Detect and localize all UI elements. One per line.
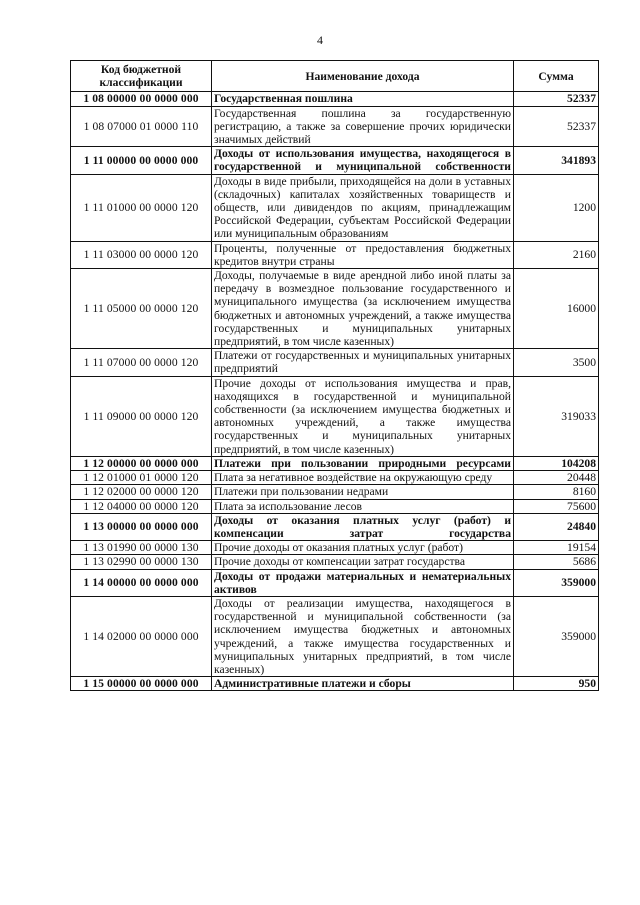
name-cell: Административные платежи и сборы (212, 677, 514, 691)
revenue-table (70, 60, 599, 691)
name-cell: Доходы от использования имущества, находящегося в государственной и муниципальной собственности (212, 147, 514, 174)
code-cell: 1 12 04000 00 0000 120 (71, 499, 212, 513)
page-number: 4 (317, 33, 323, 47)
name-cell: Плата за негативное воздействие на окружающую среду (212, 471, 514, 485)
table-row (71, 471, 599, 485)
name-cell: Государственная пошлина за государственную регистрацию, а также за совершение прочих юридически значимых действий (212, 106, 514, 147)
code-cell: 1 15 00000 00 0000 000 (71, 677, 212, 691)
code-cell: 1 11 00000 00 0000 000 (71, 147, 212, 174)
sum-cell: 2160 (514, 241, 599, 268)
sum-cell: 104208 (514, 456, 599, 470)
name-cell: Проценты, полученные от предоставления бюджетных кредитов внутри страны (212, 241, 514, 268)
table-header-row (71, 61, 599, 92)
sum-cell: 341893 (514, 147, 599, 174)
sum-cell: 52337 (514, 106, 599, 147)
table-row-section (71, 513, 599, 540)
table-row (71, 376, 599, 456)
name-cell: Доходы, получаемые в виде арендной либо иной платы за передачу в возмездное пользование государственного и муниципального имущества (за исключением имущества бюджетных и автономных учреждений, а также имущества государственных и муниципальных унитарных предприятий, в том числе казенных) (212, 269, 514, 349)
table-row-section (71, 677, 599, 691)
table-row (71, 555, 599, 569)
sum-cell: 16000 (514, 269, 599, 349)
table-row-section (71, 147, 599, 174)
code-cell: 1 11 07000 00 0000 120 (71, 349, 212, 376)
name-cell: Прочие доходы от компенсации затрат государства (212, 555, 514, 569)
table-row (71, 541, 599, 555)
name-cell: Государственная пошлина (212, 92, 514, 106)
name-cell: Доходы от оказания платных услуг (работ) и компенсации затрат государства (212, 513, 514, 540)
name-cell: Прочие доходы от использования имущества и прав, находящихся в государственной и муниципальной собственности (за исключением имущества бюджетных и автономных учреждений, а также имущества государственных и муниципальных унитарных предприятий, в том числе казенных) (212, 376, 514, 456)
sum-cell: 359000 (514, 596, 599, 676)
table-row (71, 241, 599, 268)
sum-cell: 319033 (514, 376, 599, 456)
code-cell: 1 13 02990 00 0000 130 (71, 555, 212, 569)
code-cell: 1 12 00000 00 0000 000 (71, 456, 212, 470)
sum-cell: 19154 (514, 541, 599, 555)
table-row (71, 485, 599, 499)
sum-cell: 3500 (514, 349, 599, 376)
table-row-section (71, 569, 599, 596)
sum-cell: 20448 (514, 471, 599, 485)
header-name: Наименование дохода (212, 61, 514, 92)
sum-cell: 5686 (514, 555, 599, 569)
name-cell: Платежи при пользовании недрами (212, 485, 514, 499)
sum-cell: 1200 (514, 174, 599, 241)
code-cell: 1 08 07000 01 0000 110 (71, 106, 212, 147)
sum-cell: 950 (514, 677, 599, 691)
code-cell: 1 11 09000 00 0000 120 (71, 376, 212, 456)
code-cell: 1 14 00000 00 0000 000 (71, 569, 212, 596)
code-cell: 1 12 01000 01 0000 120 (71, 471, 212, 485)
code-cell: 1 14 02000 00 0000 000 (71, 596, 212, 676)
name-cell: Платежи при пользовании природными ресурсами (212, 456, 514, 470)
code-cell: 1 12 02000 00 0000 120 (71, 485, 212, 499)
table-row (71, 499, 599, 513)
header-sum: Сумма (514, 61, 599, 92)
name-cell: Платежи от государственных и муниципальных унитарных предприятий (212, 349, 514, 376)
table-row (71, 596, 599, 676)
table-body (71, 92, 599, 691)
name-cell: Доходы в виде прибыли, приходящейся на доли в уставных (складочных) капиталах хозяйственных товариществ и обществ, или дивидендов по акциям, принадлежащим Российской Федерации, субъектам Российской Федерации или муниципальным образованиям (212, 174, 514, 241)
table-row-section (71, 92, 599, 106)
sum-cell: 24840 (514, 513, 599, 540)
sum-cell: 75600 (514, 499, 599, 513)
code-cell: 1 08 00000 00 0000 000 (71, 92, 212, 106)
code-cell: 1 13 00000 00 0000 000 (71, 513, 212, 540)
name-cell: Плата за использование лесов (212, 499, 514, 513)
table-row-section (71, 456, 599, 470)
sum-cell: 359000 (514, 569, 599, 596)
table-row (71, 269, 599, 349)
code-cell: 1 11 01000 00 0000 120 (71, 174, 212, 241)
code-cell: 1 11 05000 00 0000 120 (71, 269, 212, 349)
code-cell: 1 13 01990 00 0000 130 (71, 541, 212, 555)
header-code: Код бюджетной классификации (71, 61, 212, 92)
name-cell: Доходы от реализации имущества, находящегося в государственной и муниципальной собственности (за исключением имущества бюджетных и автономных учреждений, а также имущества государственных и муниципальных унитарных предприятий, в том числе казенных) (212, 596, 514, 676)
sum-cell: 8160 (514, 485, 599, 499)
name-cell: Доходы от продажи материальных и нематериальных активов (212, 569, 514, 596)
table-row (71, 174, 599, 241)
name-cell: Прочие доходы от оказания платных услуг (работ) (212, 541, 514, 555)
table-row (71, 106, 599, 147)
code-cell: 1 11 03000 00 0000 120 (71, 241, 212, 268)
table-row (71, 349, 599, 376)
sum-cell: 52337 (514, 92, 599, 106)
